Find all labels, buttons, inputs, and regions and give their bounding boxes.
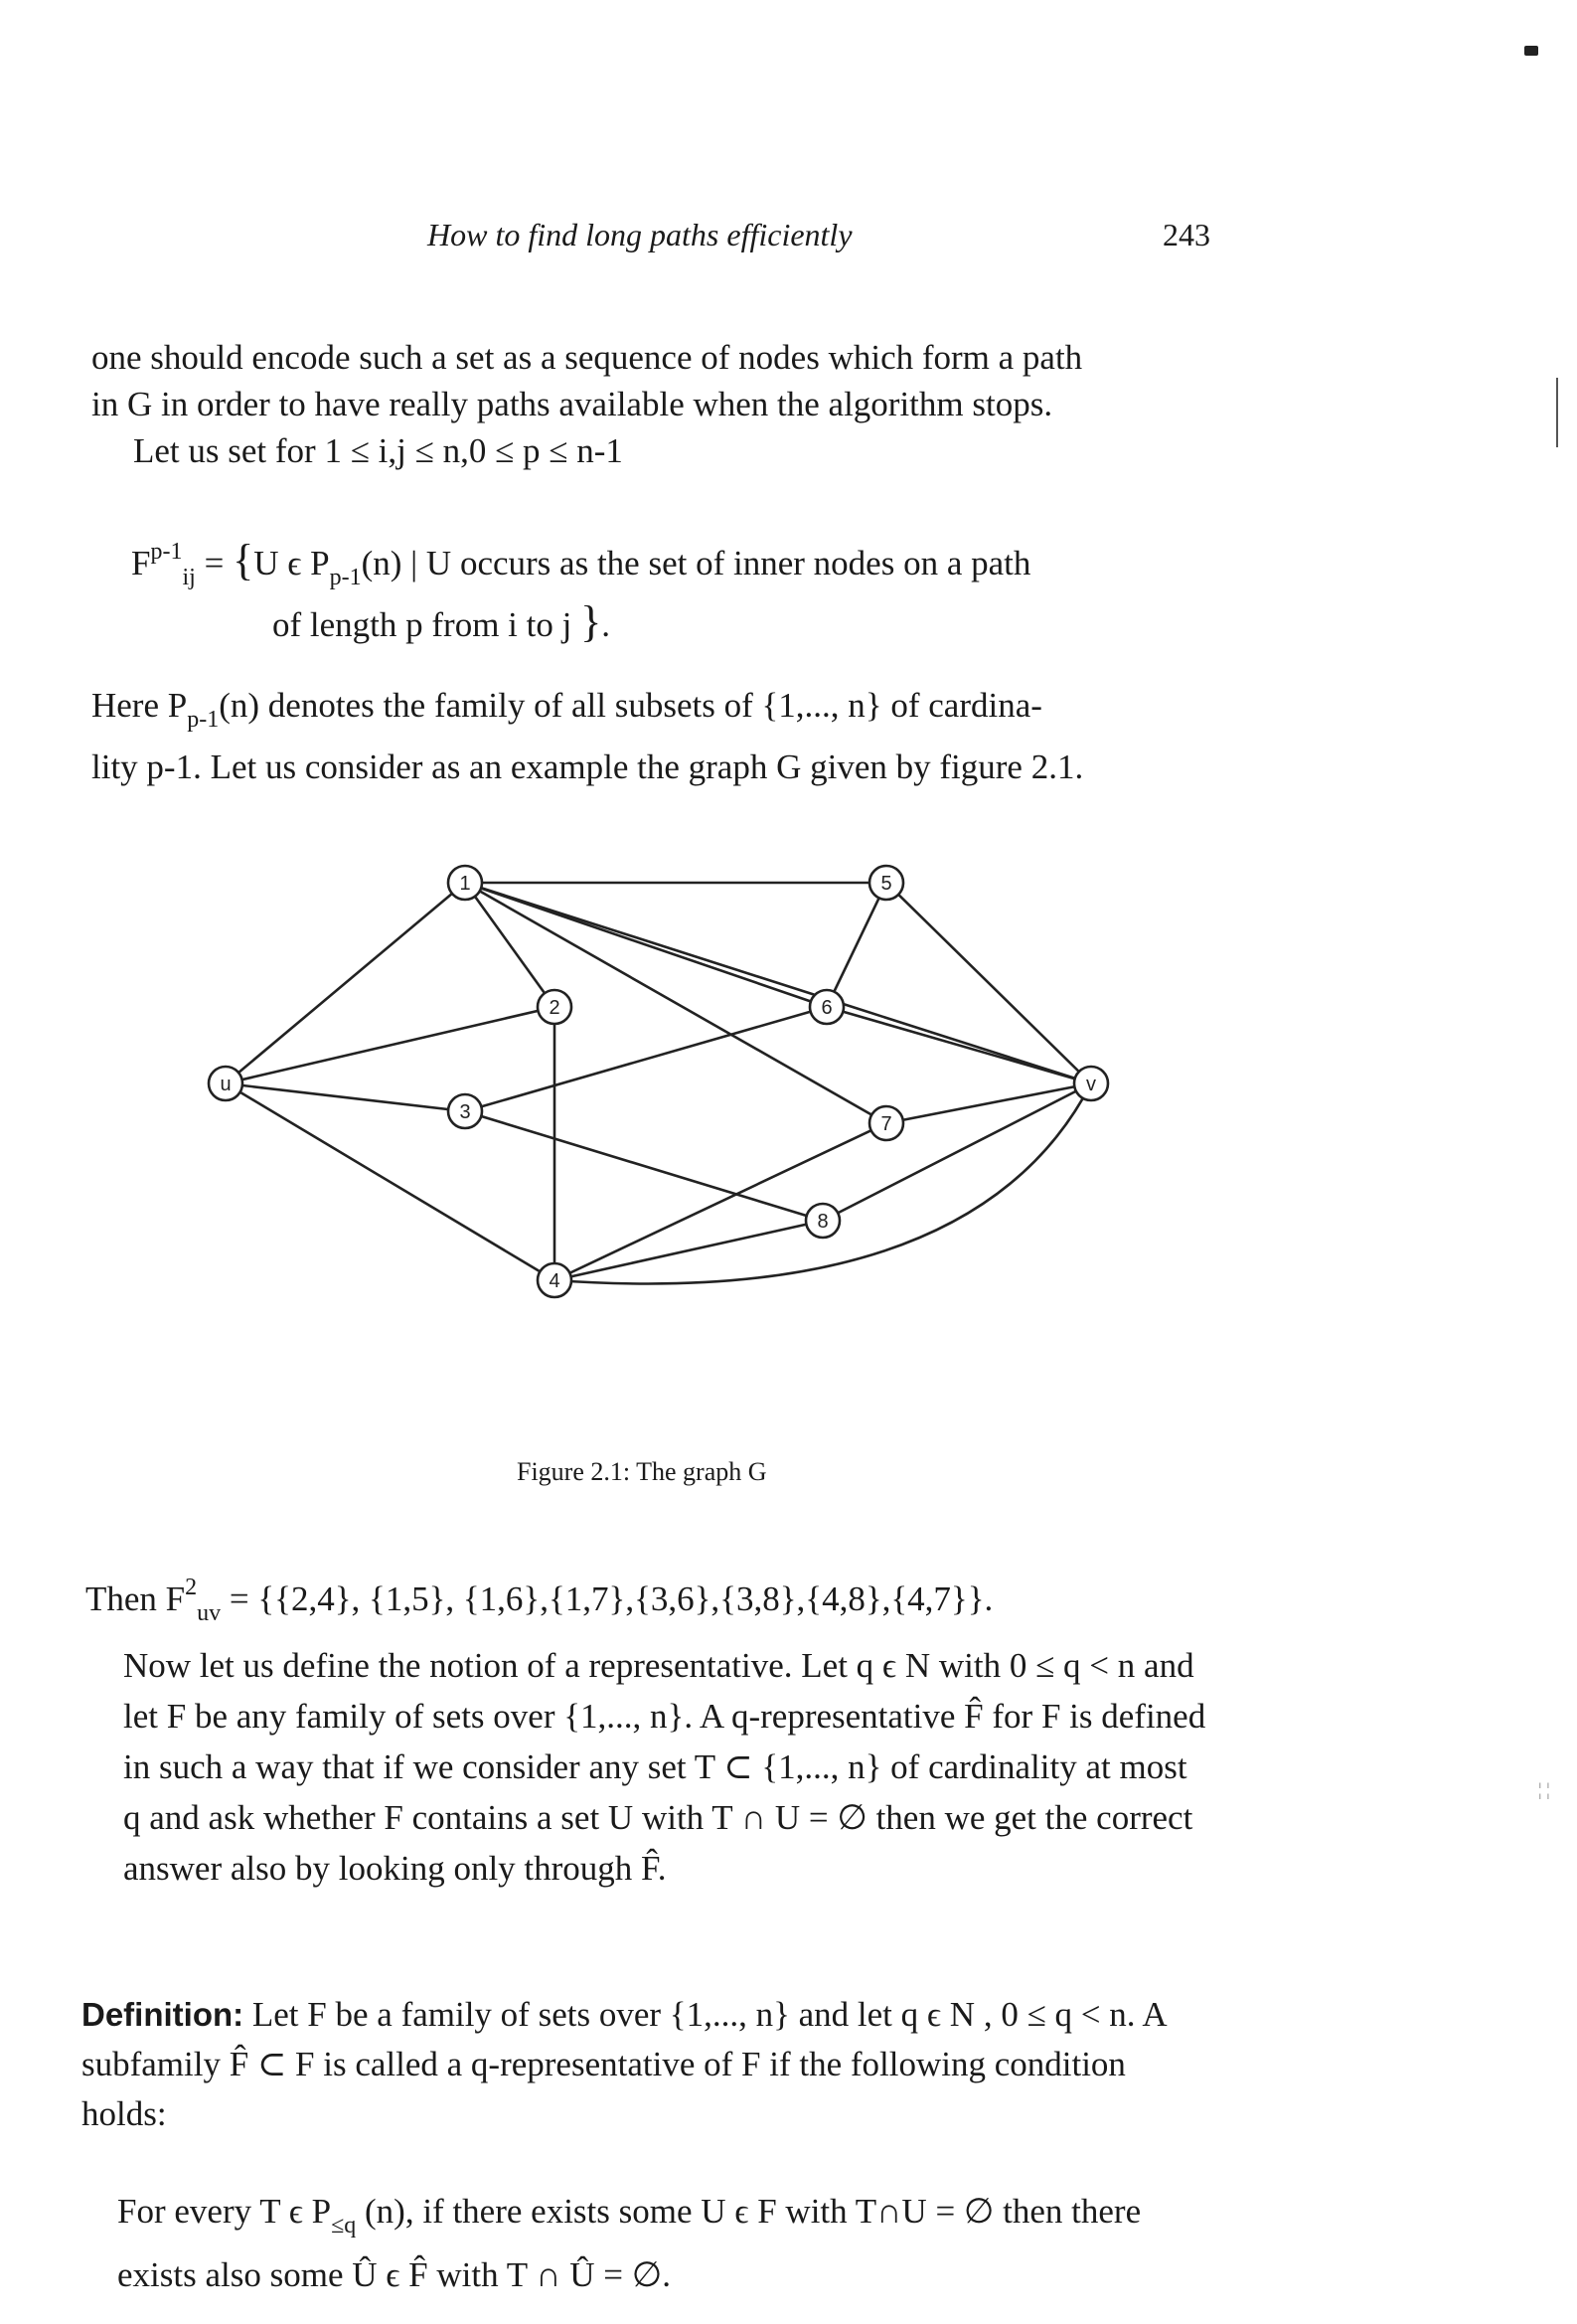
condition-sub: ≤q: [331, 2213, 357, 2239]
edge-1-v: [465, 883, 1091, 1083]
condition-text-a: For every T ϵ P: [117, 2192, 332, 2231]
paragraph-3: [81, 1640, 1206, 1894]
node-1-label: 1: [459, 873, 471, 895]
definition-block: [81, 1990, 1214, 2139]
edge-5-6: [827, 883, 886, 1007]
node-4-label: 4: [549, 1270, 560, 1292]
node-3-label: 3: [459, 1101, 471, 1123]
equation-sup: 2: [185, 1575, 198, 1600]
node-6-label: 6: [821, 997, 833, 1019]
set-definition-formula: [131, 529, 1030, 648]
node-u: [209, 1067, 242, 1100]
node-6: [810, 990, 844, 1024]
edge-u-3: [226, 1083, 465, 1111]
definition-text: Let F be a family of sets over {1,..., n} and let q ϵ N , 0 ≤ q < n. A subfamily F̂ ⊂ F is called a q-representative of F if the following condition holds:: [81, 1995, 1166, 2133]
node-4: [538, 1263, 571, 1297]
formula-lhs: F: [131, 544, 151, 582]
edge-4-7: [554, 1123, 886, 1280]
formula-equals: =: [195, 544, 234, 582]
node-1: [448, 866, 482, 900]
margin-mark: [1524, 46, 1538, 56]
paragraph-2-text-a: Here P: [91, 686, 188, 725]
paragraph-2-text-b: (n) denotes the family of all subsets of: [219, 686, 762, 725]
example-equation: [85, 1575, 993, 1627]
node-2-label: 2: [549, 997, 560, 1019]
paragraph-2-sub: p-1: [187, 707, 220, 733]
page-number: 243: [1163, 217, 1210, 252]
formula-body-2: (n) | U occurs as the set of inner nodes on a path: [361, 544, 1031, 582]
paragraph-1-line-3: Let us set for 1 ≤ i,j ≤ n,0 ≤ p ≤ n-1: [133, 431, 623, 470]
node-u-label: u: [220, 1074, 232, 1095]
figure-caption: Figure 2.1: The graph G: [517, 1457, 767, 1486]
formula-close-brace: }: [580, 597, 602, 646]
paragraph-1-line-2: in G in order to have really paths available when the algorithm stops.: [91, 385, 1053, 423]
formula-lhs-sub: ij: [182, 565, 196, 590]
equation-rest: = {{2,4}, {1,5}, {1,6},{1,7},{3,6},{3,8},{4,8},{4,7}}.: [221, 1579, 994, 1618]
formula-period: .: [601, 605, 610, 644]
formula-open-brace: {: [233, 536, 254, 584]
graph-edges: [226, 883, 1091, 1283]
node-3: [448, 1094, 482, 1128]
edge-8-v: [823, 1083, 1091, 1221]
edge-u-2: [226, 1007, 554, 1083]
paragraph-2-text-d: of cardina-: [881, 686, 1042, 725]
node-7: [869, 1106, 903, 1140]
edge-u-4: [226, 1083, 554, 1280]
equation-prefix: Then F: [85, 1579, 186, 1618]
node-8: [806, 1204, 840, 1238]
paragraph-3-text: Now let us define the notion of a representative. Let q ϵ N with 0 ≤ q < n and let F be any family of sets over {1,..., n}. A q-representative F̂ for F is defined in such a way that if we consider any set T ⊂ {1,..., n} of cardinality at most q and ask whether F contains a set U with T ∩ U = ∅ then we get the correct answer also by looking only through F̂.: [123, 1646, 1206, 1888]
paragraph-2-set: {1,..., n}: [761, 686, 882, 725]
formula-body-1: U ϵ P: [253, 544, 330, 582]
margin-tick: ¦ ¦: [1538, 1779, 1550, 1799]
edge-3-8: [465, 1111, 823, 1221]
margin-line: [1556, 378, 1558, 447]
paragraph-2: [91, 682, 1083, 790]
edge-4-8: [554, 1221, 823, 1280]
node-v: [1074, 1067, 1108, 1100]
formula-body-sub: p-1: [329, 565, 362, 590]
node-7-label: 7: [880, 1113, 892, 1135]
node-2: [538, 990, 571, 1024]
definition-label: Definition:: [81, 1996, 244, 2033]
node-8-label: 8: [817, 1211, 829, 1233]
equation-sub: uv: [197, 1600, 222, 1626]
running-title: How to find long paths efficiently: [427, 217, 853, 252]
formula-lhs-sup: p-1: [150, 539, 183, 565]
node-5: [869, 866, 903, 900]
condition-block: [81, 2187, 1214, 2300]
edge-u-1: [226, 883, 465, 1083]
paragraph-1-line-1: one should encode such a set as a sequence of nodes which form a path: [91, 338, 1083, 377]
graph-figure: [199, 853, 1133, 1310]
edge-1-2: [465, 883, 554, 1007]
formula-line-2: of length p from i to j: [272, 605, 572, 644]
node-v-label: v: [1086, 1074, 1096, 1095]
condition-text-b: (n), if there exists some U ϵ F with T∩U = ∅ then there exists also some Û ϵ F̂ with T ∩ Û = ∅.: [117, 2192, 1142, 2294]
edge-4-v-curve: [554, 1083, 1091, 1283]
paragraph-1: [91, 334, 1082, 474]
node-5-label: 5: [880, 873, 892, 895]
edge-7-v: [886, 1083, 1091, 1123]
paragraph-2-line-2: lity p-1. Let us consider as an example the graph G given by figure 2.1.: [91, 747, 1084, 786]
